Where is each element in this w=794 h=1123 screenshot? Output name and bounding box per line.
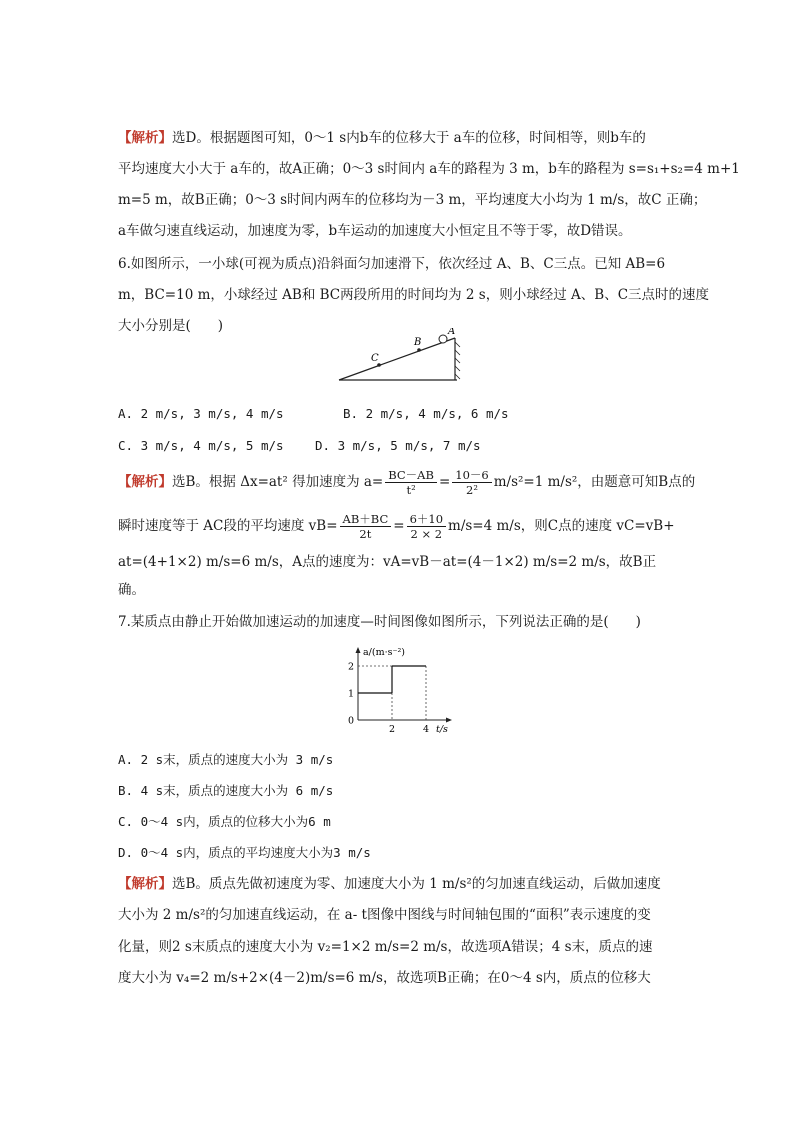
y-tick-label: 2 [348, 661, 355, 673]
q5-text: 选D。根据题图可知，0～1 s内b车的位移大于 a车的位移，时间相等，则b车的 [172, 130, 646, 146]
analysis-tag: 【解析】 [118, 876, 172, 892]
q6-a2-post: m/s=4 m/s，则C点的速度 vC=vB+ [448, 518, 675, 534]
q7-analysis-line-1 [118, 874, 661, 894]
label-b: B [414, 337, 422, 348]
fraction-numerator: 10－6 [452, 468, 491, 483]
fraction [407, 512, 446, 541]
ball [439, 335, 447, 343]
q5-analysis-line-2: 平均速度大小大于 a车的，故A正确；0～3 s时间内 a车的路程为 3 m，b车的路程为 s=s₁+s₂=4 m+1 [118, 161, 740, 177]
chart-ylabel: a/(m·s⁻²) [363, 647, 406, 658]
q6-analysis-line-2 [118, 512, 675, 541]
q7-option-b: B. 4 s末，质点的速度大小为 6 m/s [118, 783, 334, 798]
fraction-denominator: 2² [466, 483, 478, 497]
chart-xlabel: t/s [436, 724, 448, 735]
acceleration-time-chart [330, 644, 460, 736]
fraction-numerator: 6＋10 [407, 512, 446, 527]
q7-option-c: C. 0～4 s内，质点的位移大小为6 m [118, 814, 331, 829]
q6-a1-post: m/s²=1 m/s²，由题意可知B点的 [493, 474, 696, 490]
fraction [340, 512, 392, 541]
q7-option-d: D. 0～4 s内，质点的平均速度大小为3 m/s [118, 845, 371, 860]
q6-stem-line-3: 大小分别是( ) [118, 318, 224, 334]
label-a: A [448, 328, 456, 337]
analysis-tag: 【解析】 [118, 474, 172, 490]
q5-analysis-line-3: m=5 m，故B正确；0～3 s时间内两车的位移均为－3 m，平均速度大小均为 1 m/s，故C 正确； [118, 192, 707, 208]
q6-option-d: D. 3 m/s, 5 m/s, 7 m/s [315, 438, 481, 453]
fraction-denominator: t² [406, 483, 416, 497]
q6-a1-pre: 选B。根据 Δx=at² 得加速度为 a= [172, 474, 384, 490]
q6-stem-line-2: m，BC=10 m，小球经过 AB和 BC两段所用的时间均为 2 s，则小球经过 A、B、C三点时的速度 [118, 287, 710, 303]
q7-a1: 选B。质点先做初速度为零、加速度大小为 1 m/s²的匀加速直线运动，后做加速度 [172, 876, 661, 892]
equals: = [438, 474, 451, 490]
q7-analysis-line-4: 度大小为 v₄=2 m/s+2×(4－2)m/s=6 m/s，故选项B正确；在0～4 s内，质点的位移大 [118, 970, 651, 986]
analysis-tag: 【解析】 [118, 130, 172, 146]
q6-analysis-line-4: 确。 [118, 582, 145, 598]
q6-analysis-line-1 [118, 468, 695, 497]
y-tick-label: 1 [348, 688, 355, 700]
q5-analysis-line-1 [118, 128, 646, 148]
q7-analysis-line-3: 化量，则2 s末质点的速度大小为 v₂=1×2 m/s=2 m/s，故选项A错误；4 s末，质点的速 [118, 939, 653, 955]
fraction [385, 468, 437, 497]
q6-stem-line-1: 6.如图所示，一小球(可视为质点)沿斜面匀加速滑下，依次经过 A、B、C三点。已知 AB=6 [118, 256, 666, 272]
q6-option-a: A. 2 m/s, 3 m/s, 4 m/s [118, 406, 284, 421]
label-c: C [371, 353, 379, 364]
q7-stem: 7.某质点由静止开始做加速运动的加速度—时间图像如图所示，下列说法正确的是( ) [118, 614, 641, 630]
fraction [452, 468, 491, 497]
incline-figure [335, 328, 465, 384]
fraction-numerator: BC－AB [385, 468, 437, 483]
y-tick-label: 0 [348, 715, 355, 727]
fraction-denominator: 2 × 2 [410, 527, 443, 541]
q7-analysis-line-2: 大小为 2 m/s²的匀加速直线运动，在 a- t图像中图线与时间轴包围的“面积”表示速度的变 [118, 907, 651, 923]
q7-option-a: A. 2 s末，质点的速度大小为 3 m/s [118, 752, 334, 767]
q6-option-b: B. 2 m/s, 4 m/s, 6 m/s [343, 406, 509, 421]
x-tick-label: 4 [423, 724, 430, 735]
q6-option-c: C. 3 m/s, 4 m/s, 5 m/s [118, 438, 284, 453]
fraction-numerator: AB＋BC [340, 512, 392, 527]
equals: = [393, 518, 405, 534]
q6-a2-pre: 瞬时速度等于 AC段的平均速度 vB= [118, 518, 338, 534]
x-tick-label: 2 [389, 724, 396, 735]
chart-axes [356, 647, 453, 723]
q6-analysis-line-3: at=(4+1×2) m/s=6 m/s，A点的速度为：vA=vB－at=(4－1×2) m/s=2 m/s，故B正 [118, 554, 657, 570]
q5-analysis-line-4: a车做匀速直线运动，加速度为零，b车运动的加速度大小恒定且不等于零，故D错误。 [118, 223, 632, 239]
fraction-denominator: 2t [359, 527, 372, 541]
